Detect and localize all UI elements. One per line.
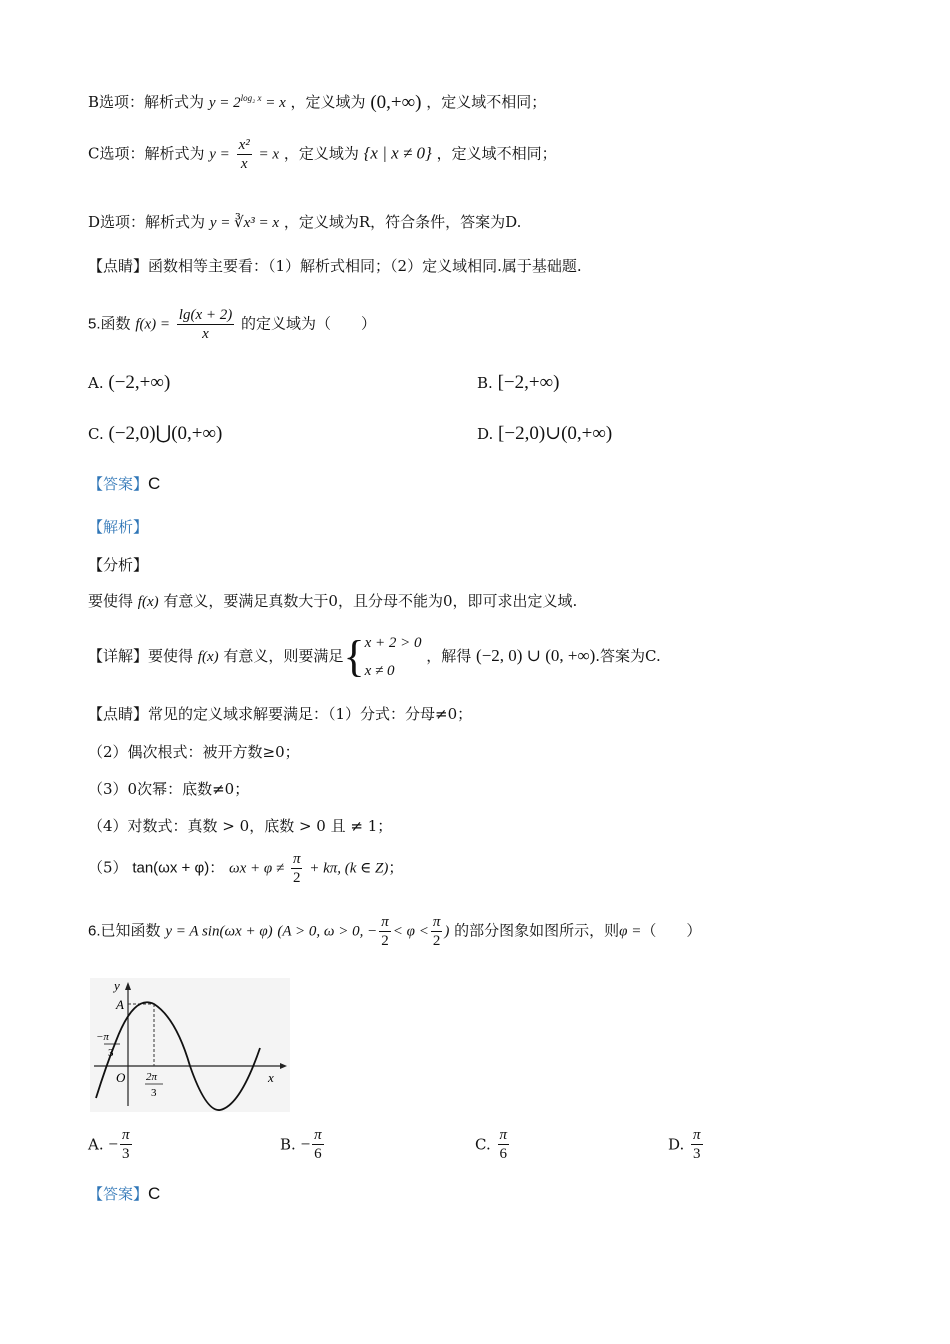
fenxi-tag: 【分析】 — [88, 556, 149, 574]
q5-numerator: lg(x + 2) — [178, 307, 233, 323]
answer-tag: 【答案】 — [88, 475, 149, 493]
q6-equation: y = A sin(ωx + φ) — [165, 923, 273, 940]
q5-fraction — [177, 306, 234, 343]
q6-frac-num: π — [432, 914, 441, 930]
q6-option-num: π — [499, 1127, 508, 1143]
c-denominator: x — [240, 156, 248, 172]
q6-option-fraction — [312, 1126, 324, 1163]
detail-tag: 【详解】 — [88, 647, 149, 665]
q5-fx: f(x) = — [135, 316, 170, 333]
c-numerator: x² — [238, 137, 250, 153]
q6-option-den: 3 — [121, 1146, 130, 1162]
answer-value: C — [148, 1184, 161, 1203]
q5-option-a — [88, 372, 170, 394]
tip5-pre: （5） — [88, 858, 128, 877]
tip5-tan: tan(ωx + φ) — [132, 859, 210, 877]
fenxi-fx: f(x) — [137, 594, 159, 610]
b-equation: y = 2 — [208, 95, 241, 111]
q6-option-b — [280, 1126, 326, 1163]
q5-option-value: (−2,0)⋃(0,+∞) — [108, 423, 223, 444]
tip5-num: π — [292, 851, 301, 867]
system-line-1: x + 2 > 0 — [364, 635, 422, 651]
q6-tail: 的部分图象如图所示，则 — [454, 921, 620, 940]
q6-option-label: B. — [280, 1135, 296, 1154]
question-6-stem — [88, 913, 701, 950]
analysis-tag: 【解析】 — [88, 518, 149, 536]
q6-paren: （ ） — [641, 921, 702, 940]
q5-option-d — [477, 422, 612, 445]
q5-option-value: (−2,+∞) — [108, 372, 171, 393]
tip5-fraction — [291, 850, 303, 887]
c-y: y = — [209, 146, 230, 163]
detail-end: .答案为C. — [595, 647, 661, 665]
c-mid: ，定义域为 — [283, 144, 359, 163]
q6-option-label: D. — [668, 1135, 685, 1154]
q5-answer — [88, 474, 160, 494]
tip-1: 【点睛】常见的定义域求解要满足：（1）分式：分母≠0； — [88, 705, 473, 723]
q6-option-label: C. — [475, 1135, 491, 1154]
system-line-2: x ≠ 0 — [364, 663, 395, 679]
q6-option-den: 6 — [314, 1146, 322, 1162]
amplitude-label: A — [116, 997, 124, 1012]
neg-tick-num: −π — [96, 1031, 109, 1043]
b-prefix: B选项：解析式为 — [88, 93, 205, 111]
q6-option-sign: − — [108, 1134, 118, 1154]
b-equation-rest: = x — [261, 95, 286, 111]
q6-option-den: 3 — [693, 1146, 701, 1162]
q5-option-label: B. — [477, 374, 493, 392]
q5-fenxi — [88, 591, 577, 612]
detail-set: (−2, 0) ∪ (0, +∞) — [476, 646, 596, 665]
detail-mid: 有意义，则要满足 — [223, 647, 344, 665]
q5-option-c — [88, 422, 222, 445]
y-axis-label: y — [114, 978, 120, 993]
d-comment: 【点睛】函数相等主要看：（1）解析式相同；（2）定义域相同.属于基础题. — [88, 257, 582, 275]
b-suffix: ，定义域不相同； — [426, 93, 547, 111]
q5-option-label: A. — [88, 374, 104, 392]
tip-2: （2）偶次根式：被开方数≥0； — [88, 743, 300, 761]
q6-option-fraction — [498, 1126, 510, 1163]
c-domain: {x | x ≠ 0} — [363, 143, 432, 163]
tip5-end: ； — [388, 858, 404, 877]
answer-value: C — [148, 474, 161, 493]
question-5-stem — [88, 306, 376, 343]
q6-option-sign: − — [300, 1134, 311, 1154]
pos-tick-num: 2π — [146, 1071, 158, 1083]
sine-graph — [90, 978, 290, 1112]
fenxi-post: 有意义，要满足真数大于0，且分母不能为0，即可求出定义域. — [163, 592, 578, 610]
q6-option-d — [668, 1126, 705, 1163]
c-fraction — [237, 136, 252, 173]
q5-option-b — [477, 372, 559, 394]
system-brace: { — [343, 632, 365, 681]
d-prefix: D选项：解析式为 — [88, 213, 206, 231]
tip5-den: 2 — [292, 870, 301, 886]
fenxi-pre: 要使得 — [88, 592, 134, 610]
origin-label: O — [116, 1070, 126, 1085]
c-prefix: C选项：解析式为 — [88, 144, 205, 163]
c-suffix: ，定义域不相同； — [436, 144, 557, 163]
option-c-analysis — [88, 136, 557, 173]
neg-tick-den: 3 — [108, 1047, 114, 1059]
option-d-analysis — [88, 212, 521, 233]
b-exponent: log₂ x — [240, 93, 262, 103]
q6-fraction-2 — [431, 913, 443, 950]
q6-option-num: π — [121, 1127, 130, 1143]
q5-lead: 函数 — [100, 314, 131, 333]
b-mid: ，定义域为 — [290, 93, 366, 111]
tip-4: （4）对数式：真数 > 0，底数 > 0 且 ≠ 1； — [88, 817, 393, 835]
q6-option-label: A. — [88, 1135, 104, 1154]
inequality-system — [365, 629, 422, 685]
q5-number: 5. — [88, 315, 101, 333]
tip5-colon: ： — [209, 858, 225, 877]
q6-phi: φ = — [619, 923, 642, 940]
q5-tail: 的定义域为（ ） — [241, 314, 377, 333]
d-equation: y = ∛x³ = x — [209, 215, 280, 231]
tip-5 — [88, 850, 403, 887]
tip5-cond: ωx + φ ≠ — [229, 860, 285, 877]
d-suffix: ，定义域为R，符合条件，答案为D. — [283, 213, 522, 231]
q6-option-a — [88, 1126, 134, 1163]
q6-fraction-1 — [379, 913, 391, 950]
q6-frac-den: 2 — [381, 933, 389, 949]
q5-detail — [88, 628, 661, 685]
detail-solve: ，解得 — [426, 647, 472, 665]
q5-option-label: C. — [88, 425, 104, 443]
q5-option-value: [−2,+∞) — [497, 372, 560, 393]
q6-condition: (A > 0, ω > 0, − — [277, 923, 378, 940]
q6-frac-num: π — [381, 914, 389, 930]
q6-answer — [88, 1184, 160, 1204]
answer-tag: 【答案】 — [88, 1185, 149, 1203]
q5-option-label: D. — [477, 425, 494, 443]
option-b-analysis — [88, 88, 546, 113]
tip-3: （3）0次幂：底数≠0； — [88, 780, 250, 798]
q6-cond-close: ) — [444, 923, 450, 940]
detail-pre: 要使得 — [148, 647, 194, 665]
q6-frac-den: 2 — [432, 933, 441, 949]
q6-option-den: 6 — [499, 1146, 507, 1162]
pos-tick-den: 3 — [151, 1087, 157, 1099]
q6-option-num: π — [693, 1127, 701, 1143]
c-rest: = x — [258, 146, 280, 163]
q6-option-fraction — [120, 1126, 132, 1163]
q6-cond-mid: < φ < — [392, 923, 429, 940]
q5-option-value: [−2,0)∪(0,+∞) — [498, 423, 613, 444]
q5-denominator: x — [202, 326, 209, 342]
q6-option-c — [475, 1126, 511, 1163]
detail-fx: f(x) — [197, 649, 219, 665]
q6-option-num: π — [314, 1127, 322, 1143]
b-domain: (0,+∞) — [370, 92, 422, 113]
x-axis-label: x — [268, 1070, 274, 1085]
q6-option-fraction — [691, 1126, 703, 1163]
tip5-tail: + kπ, (k ∈ Z) — [309, 860, 389, 877]
q6-number: 6. — [88, 922, 101, 940]
q6-lead: 已知函数 — [100, 921, 161, 940]
